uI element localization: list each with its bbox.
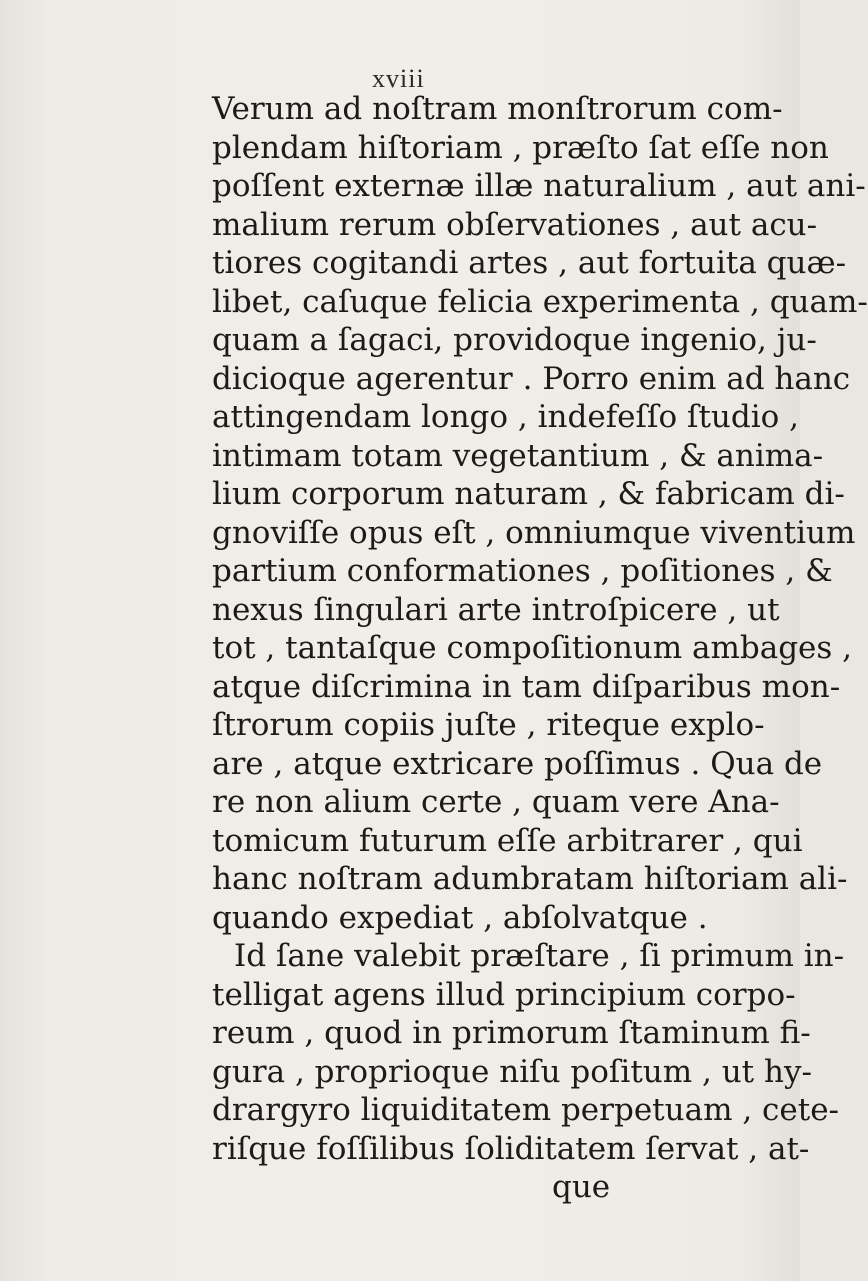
text-line: telligat agens illud principium corpo-: [212, 976, 796, 1013]
text-line: hanc noſtram adumbratam hiſtoriam ali-: [212, 861, 848, 897]
text-line: malium rerum obſervationes , aut acu-: [212, 206, 818, 243]
text-line: reum , quod in primorum ſtaminum fi-: [212, 1015, 811, 1051]
body-text: [212, 90, 868, 1207]
text-line: quam a ſagaci, providoque ingenio, ju-: [212, 322, 817, 358]
page-number: xviii: [372, 64, 425, 93]
text-line: gnoviſſe opus eſt , omniumque viventium: [212, 514, 856, 551]
text-line: tiores cogitandi artes , aut fortuita quæ-: [212, 245, 847, 281]
text-line: gura , proprioque niſu poſitum , ut hy-: [212, 1053, 812, 1090]
text-line: atque diſcrimina in tam diſparibus mon-: [212, 668, 841, 705]
text-line: tot , tantaſque compoſitionum ambages ,: [212, 630, 853, 666]
text-line: riſque foſſilibus ſoliditatem ſervat , at-: [212, 1130, 810, 1167]
catchword: que: [552, 1169, 611, 1205]
text-line: re non alium certe , quam vere Ana-: [212, 784, 780, 820]
text-line: libet, caſuque felicia experimenta , quam-: [212, 283, 868, 320]
text-line: quando expediat , abſolvatque .: [212, 899, 708, 936]
text-line: partium conformationes , poſitiones , &: [212, 553, 833, 589]
text-line: ſtrorum copiis juſte , riteque explo-: [212, 707, 765, 743]
text-line: are , atque extricare poſſimus . Qua de: [212, 745, 823, 782]
text-line: lium corporum naturam , & fabricam di-: [212, 476, 845, 512]
text-line: attingendam longo , indefeſſo ſtudio ,: [212, 399, 800, 435]
text-line: intimam totam vegetantium , & anima-: [212, 437, 824, 474]
text-line: plendam hiſtoriam , præſto ſat eſſe non: [212, 129, 829, 166]
paragraph-start-line: Id ſane valebit præſtare , ſi primum in-: [234, 938, 845, 974]
text-line: drargyro liquiditatem perpetuam , cete-: [212, 1092, 840, 1128]
text-line: nexus ſingulari arte introſpicere , ut: [212, 591, 780, 628]
text-line: Verum ad noſtram monſtrorum com-: [212, 91, 783, 127]
text-line: dicioque agerentur . Porro enim ad hanc: [212, 360, 851, 397]
text-line: poſſent externæ illæ naturalium , aut ani-: [212, 168, 866, 204]
text-line: tomicum futurum eſſe arbitrarer , qui: [212, 822, 803, 859]
